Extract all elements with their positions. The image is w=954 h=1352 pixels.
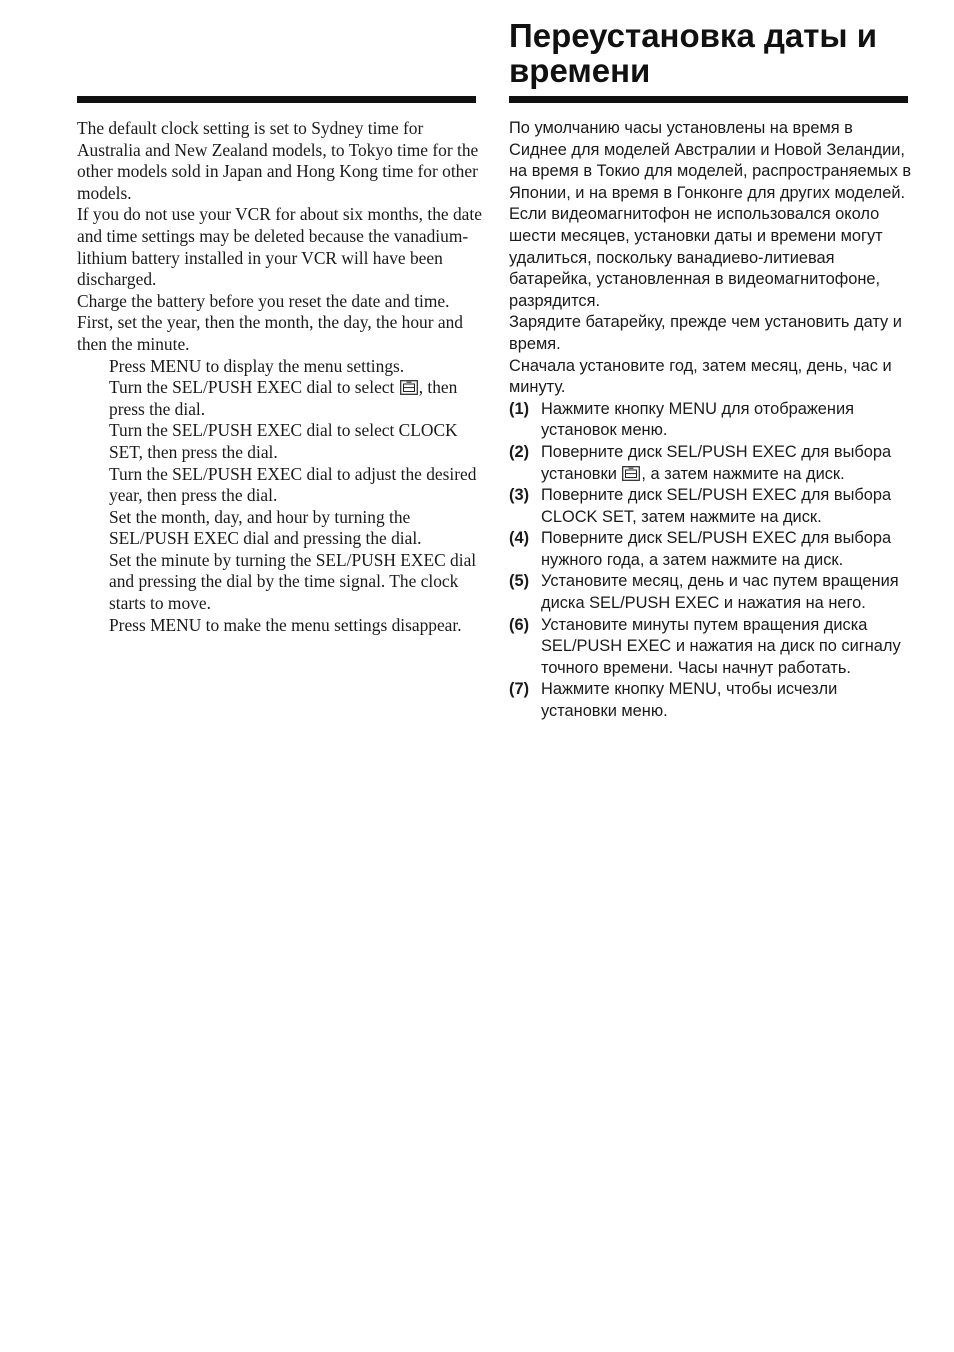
english-paragraph: If you do not use your VCR for about six months, the date and time settings may be deleted because the vanadium-lithium battery installed in your VCR will have been discharged.: [77, 204, 482, 290]
english-paragraph: First, set the year, then the month, the day, the hour and then the minute.: [77, 312, 463, 354]
russian-step: (6) Установите минуты путем вращения диска SEL/PUSH EXEC и нажатия на диск по сигналу точного времени. Часы начнут работать.: [509, 615, 914, 680]
russian-step: (2) Поверните диск SEL/PUSH EXEC для выбора установки , а затем нажмите на диск.: [509, 442, 914, 485]
english-steps: [77, 356, 482, 637]
russian-steps: [509, 399, 914, 723]
header-rule-russian: [509, 96, 908, 103]
step-number: (4): [509, 529, 530, 548]
english-step: Press MENU to make the menu settings disappear.: [109, 614, 462, 635]
english-step: Press MENU to display the menu settings.: [109, 355, 405, 376]
russian-step: (7) Нажмите кнопку MENU, чтобы исчезли установки меню.: [509, 679, 914, 722]
russian-step: (5) Установите месяц, день и час путем вращения диска SEL/PUSH EXEC и нажатия на него.: [509, 571, 914, 614]
english-step: Turn the SEL/PUSH EXEC dial to select CLOCK SET, then press the dial.: [109, 420, 458, 462]
step-number: (2): [509, 442, 530, 461]
step-number: (7): [509, 680, 530, 699]
russian-step: (3) Поверните диск SEL/PUSH EXEC для выбора CLOCK SET, затем нажмите на диск.: [509, 485, 914, 528]
russian-paragraph: Зарядите батарейку, прежде чем установить дату и время.: [509, 313, 902, 353]
english-paragraph: Charge the battery before you reset the date and time.: [77, 290, 450, 311]
page-title: Переустановка даты и времени: [509, 17, 878, 89]
russian-paragraph: Если видеомагнитофон не использовался около шести месяцев, установки даты и времени могут удалиться, поскольку ванадиево-литиевая батарейка, установленная в видеомагнитофоне, разрядится.: [509, 205, 883, 310]
step-number: (3): [509, 486, 530, 505]
step-number: (6): [509, 615, 530, 634]
russian-paragraph: Сначала установите год, затем месяц, день, час и минуту.: [509, 356, 892, 397]
english-step: Set the minute by turning the SEL/PUSH EXEC dial and pressing the dial by the time signal. The clock starts to move.: [109, 549, 477, 614]
russian-paragraph: По умолчанию часы установлены на время в Сиднее для моделей Австралии и Новой Зеландии, на время в Токио для моделей, распространяемых в Японии, и на время в Гонконге для других моделей.: [509, 119, 912, 202]
header-rule-english: [77, 96, 476, 103]
step-number: (1): [509, 399, 530, 418]
step-number: (5): [509, 572, 530, 591]
english-step: Turn the SEL/PUSH EXEC dial to select , then press the dial.: [109, 377, 458, 419]
english-step: Turn the SEL/PUSH EXEC dial to adjust the desired year, then press the dial.: [109, 463, 477, 506]
russian-column: [509, 118, 914, 723]
english-step: Set the month, day, and hour by turning the SEL/PUSH EXEC dial and pressing the dial.: [109, 506, 422, 549]
russian-step: (4) Поверните диск SEL/PUSH EXEC для выбора нужного года, а затем нажмите на диск.: [509, 528, 914, 571]
russian-step: (1) Нажмите кнопку MENU для отображения установок меню.: [509, 399, 914, 442]
english-paragraph: The default clock setting is set to Sydney time for Australia and New Zealand models, to Tokyo time for the other models sold in Japan and Hong Kong time for other models.: [77, 118, 479, 203]
setup-menu-icon: [400, 380, 418, 395]
setup-menu-icon: [622, 466, 640, 481]
english-column: [77, 118, 482, 636]
